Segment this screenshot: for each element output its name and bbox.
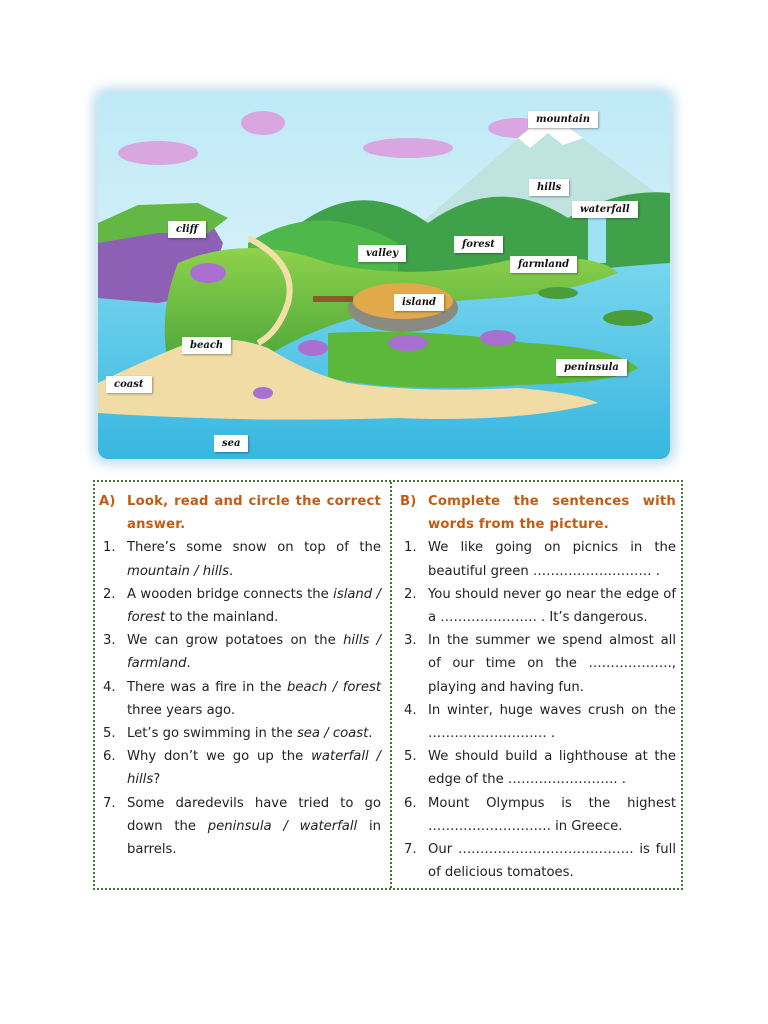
item-number: 1. [404, 540, 417, 556]
item-sentence[interactable]: You should never go near the edge of a …………………. . It’s dangerous. [428, 586, 676, 626]
answer-choices[interactable]: hills / farmland [127, 633, 382, 672]
item-number: 4. [103, 679, 116, 695]
item-number: 3. [103, 633, 116, 649]
item-number: 7. [103, 795, 116, 811]
item-text [127, 722, 381, 745]
item-text [127, 676, 381, 722]
item-text-after: . [186, 656, 191, 672]
label-waterfall: waterfall [572, 201, 638, 218]
exercise-a-item [99, 536, 381, 582]
exercise-a-heading [99, 490, 381, 536]
item-text-after: in barrels. [127, 818, 382, 858]
landscape-picture [98, 93, 670, 459]
exercise-b-item [400, 536, 676, 582]
answer-choices[interactable]: sea / coast [296, 726, 369, 742]
item-number: 4. [404, 702, 417, 718]
answer-choices[interactable]: waterfall / hills [127, 749, 381, 788]
exercise-box [93, 480, 683, 890]
label-cliff: cliff [168, 221, 206, 238]
item-text-after: . [228, 563, 234, 579]
exercise-b-item [400, 583, 676, 629]
item-text-before: Let’s go swimming in the [127, 726, 297, 742]
exercise-b-item [400, 745, 676, 791]
answer-choices[interactable]: mountain / hills [127, 563, 229, 579]
item-number: 3. [404, 633, 417, 649]
item-text-before: There’s some snow on top of the [127, 540, 381, 556]
exercise-a-item [99, 745, 381, 791]
item-sentence[interactable]: We like going on picnics in the beautiful green ……………………… . [428, 540, 676, 579]
bridge [313, 296, 353, 302]
column-divider [390, 482, 392, 888]
exercise-a-list [99, 536, 381, 861]
exercise-a-letter: A) [99, 494, 116, 509]
item-sentence[interactable]: In the summer we spend almost all of our time on the ………………., playing and having fun. [428, 633, 676, 695]
item-text-before: We can grow potatoes on the [127, 633, 344, 649]
label-farmland: farmland [510, 256, 577, 273]
exercise-a [99, 490, 381, 861]
exercise-b-item [400, 629, 676, 699]
exercise-b-item [400, 792, 676, 838]
exercise-a-item [99, 583, 381, 629]
exercise-b-list [400, 536, 676, 884]
label-valley: valley [358, 245, 406, 262]
label-mountain: mountain [528, 111, 598, 128]
item-text [127, 792, 381, 862]
exercise-a-item [99, 676, 381, 722]
item-text [127, 536, 381, 582]
exercise-b [400, 490, 676, 884]
item-sentence[interactable]: Mount Olympus is the highest ………………………. in Greece. [428, 795, 676, 834]
item-number: 7. [404, 842, 417, 858]
item-sentence[interactable]: Our …………………………………. is full of delicious tomatoes. [428, 842, 676, 881]
exercise-b-item [400, 699, 676, 745]
label-sea: sea [214, 435, 248, 452]
label-coast: coast [106, 376, 152, 393]
item-sentence[interactable]: In winter, huge waves crush on the ……………………… . [428, 702, 676, 742]
item-text-before: There was a fire in the [127, 679, 288, 695]
answer-choices[interactable]: island / forest [127, 586, 382, 626]
answer-choices[interactable]: peninsula / waterfall [207, 818, 358, 834]
item-text-before: A wooden bridge connects the [127, 586, 334, 602]
item-text-after: to the mainland. [165, 610, 279, 626]
label-island: island [394, 294, 444, 311]
item-text-after: . [368, 726, 373, 742]
exercise-b-heading [400, 490, 676, 536]
item-number: 1. [103, 540, 116, 556]
item-number: 6. [404, 795, 417, 811]
item-text-before: Why don’t we go up the [127, 749, 312, 765]
label-beach: beach [182, 337, 231, 354]
exercise-a-item [99, 792, 381, 862]
item-sentence[interactable]: We should build a lighthouse at the edge of the ……………………. . [428, 749, 676, 788]
item-text-before: Some daredevils have tried to go down the [127, 795, 381, 834]
exercise-b-instruction: Complete the sentences with words from the picture. [428, 494, 676, 533]
exercise-b-item [400, 838, 676, 884]
item-text [127, 629, 381, 675]
label-peninsula: peninsula [556, 359, 627, 376]
item-number: 2. [103, 586, 116, 602]
exercise-a-instruction: Look, read and circle the correct answer. [127, 494, 381, 533]
item-text [127, 745, 381, 791]
item-number: 5. [103, 726, 116, 742]
item-text [127, 583, 381, 629]
label-forest: forest [454, 236, 503, 253]
item-number: 2. [404, 586, 417, 602]
exercise-b-letter: B) [400, 494, 417, 509]
item-text-after: ? [153, 772, 161, 788]
item-number: 6. [103, 749, 116, 765]
item-text-after: three years ago. [127, 702, 236, 718]
answer-choices[interactable]: beach / forest [287, 679, 381, 695]
label-hills: hills [529, 179, 569, 196]
exercise-a-item [99, 722, 381, 745]
exercise-a-item [99, 629, 381, 675]
landscape-illustration [98, 93, 670, 459]
item-number: 5. [404, 749, 417, 765]
